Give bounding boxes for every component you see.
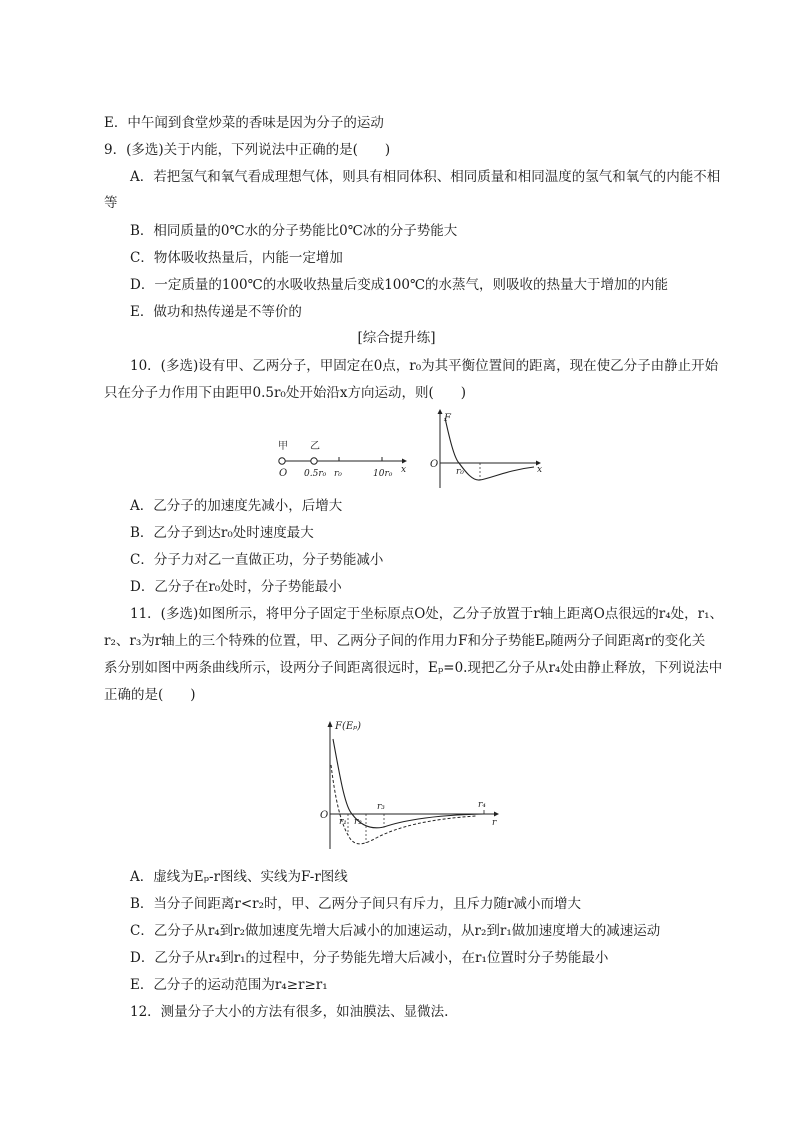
y-axis-label: F	[444, 413, 451, 424]
q11-option-c: C．乙分子从r₄到r₂做加速度先增大后减小的加速运动，从r₂到r₁做加速度增大的减速运动	[130, 923, 661, 939]
q9-option-a-cont: 等	[104, 195, 118, 211]
label-jia: 甲	[278, 441, 288, 452]
r3-label: r₃	[377, 802, 385, 812]
option-e-q8: E．中午闻到食堂炒菜的香味是因为分子的运动	[104, 115, 384, 131]
q10-option-d: D．乙分子在r₀处时，分子势能最小	[130, 579, 342, 595]
potential-curve-dashed	[331, 765, 476, 844]
q9-option-b: B．相同质量的0℃水的分子势能比0℃冰的分子势能大	[130, 223, 458, 239]
tick-o: O	[279, 468, 288, 479]
figure-10-force-curve	[428, 408, 550, 492]
question-11-stem-cont2: 系分别如图中两条曲线所示，设两分子间距离很远时，Eₚ=0.现把乙分子从r₄处由静止释放，下列说法中	[104, 660, 723, 676]
force-curve-solid	[333, 739, 484, 828]
q11-option-d: D．乙分子从r₄到r₁的过程中，分子势能先增大后减小，在r₁位置时分子势能最小	[130, 950, 609, 966]
x-axis-label: r	[492, 818, 497, 828]
axis-x-label: x	[401, 465, 407, 475]
q10-option-b: B．乙分子到达r₀处时速度最大	[130, 525, 314, 541]
question-9-stem: 9．(多选)关于内能，下列说法中正确的是( )	[104, 142, 391, 158]
question-11-stem-cont1: r₂、r₃为r轴上的三个特殊的位置，甲、乙两分子间的作用力F和分子势能Eₚ随两分子间距离r的变化关	[104, 633, 706, 649]
figure-11-f-ep-curves	[318, 715, 506, 851]
tick-half-r0: 0.5r₀	[304, 469, 327, 479]
q9-option-d: D．一定质量的100℃的水吸收热量后变成100℃的水蒸气，则吸收的热量大于增加的内能	[130, 277, 669, 293]
r0-label: r₀	[456, 467, 464, 477]
figure-10-axis	[270, 436, 420, 480]
question-10-stem: 10．(多选)设有甲、乙两分子，甲固定在0点，r₀为其平衡位置间的距离，现在使乙分子由静止开始	[130, 358, 719, 374]
tick-10r0: 10r₀	[373, 469, 393, 479]
q9-option-a: A．若把氢气和氧气看成理想气体，则具有相同体积、相同质量和相同温度的氢气和氧气的内能不相	[130, 169, 721, 185]
question-10-stem-cont: 只在分子力作用下由距甲0.5r₀处开始沿x方向运动，则( )	[104, 385, 466, 401]
q11-option-b: B．当分子间距离r<r₂时，甲、乙两分子间只有斥力，且斥力随r减小而增大	[130, 896, 582, 912]
origin-label: O	[430, 459, 439, 470]
r4-label: r₄	[478, 800, 486, 810]
q9-option-e: E．做功和热传递是不等价的	[130, 304, 302, 320]
q10-option-a: A．乙分子的加速度先减小，后增大	[130, 498, 343, 514]
question-12-stem: 12．测量分子大小的方法有很多，如油膜法、显微法.	[130, 1004, 449, 1020]
label-yi: 乙	[310, 441, 320, 452]
x-axis-label: x	[537, 465, 543, 475]
q11-option-e: E．乙分子的运动范围为r₄≥r≥r₁	[130, 977, 328, 993]
molecule-jia	[279, 458, 285, 464]
section-heading: [综合提升练]	[357, 330, 436, 346]
q9-option-c: C．物体吸收热量后，内能一定增加	[130, 250, 343, 266]
q10-option-c: C．分子力对乙一直做正功，分子势能减小	[130, 552, 384, 568]
molecule-yi	[311, 458, 317, 464]
r2-label: r₂	[354, 817, 362, 827]
tick-r0: r₀	[334, 469, 342, 479]
r1-label: r₁	[339, 817, 347, 827]
q11-option-a: A．虚线为Eₚ-r图线、实线为F-r图线	[130, 869, 348, 885]
y-axis-label: F(Eₚ)	[335, 721, 362, 732]
question-11-stem-cont3: 正确的是( )	[104, 687, 196, 703]
origin-label: O	[320, 810, 329, 821]
question-11-stem: 11．(多选)如图所示，将甲分子固定于坐标原点O处，乙分子放置于r轴上距离O点很远的r₄处，r₁、	[130, 606, 724, 622]
